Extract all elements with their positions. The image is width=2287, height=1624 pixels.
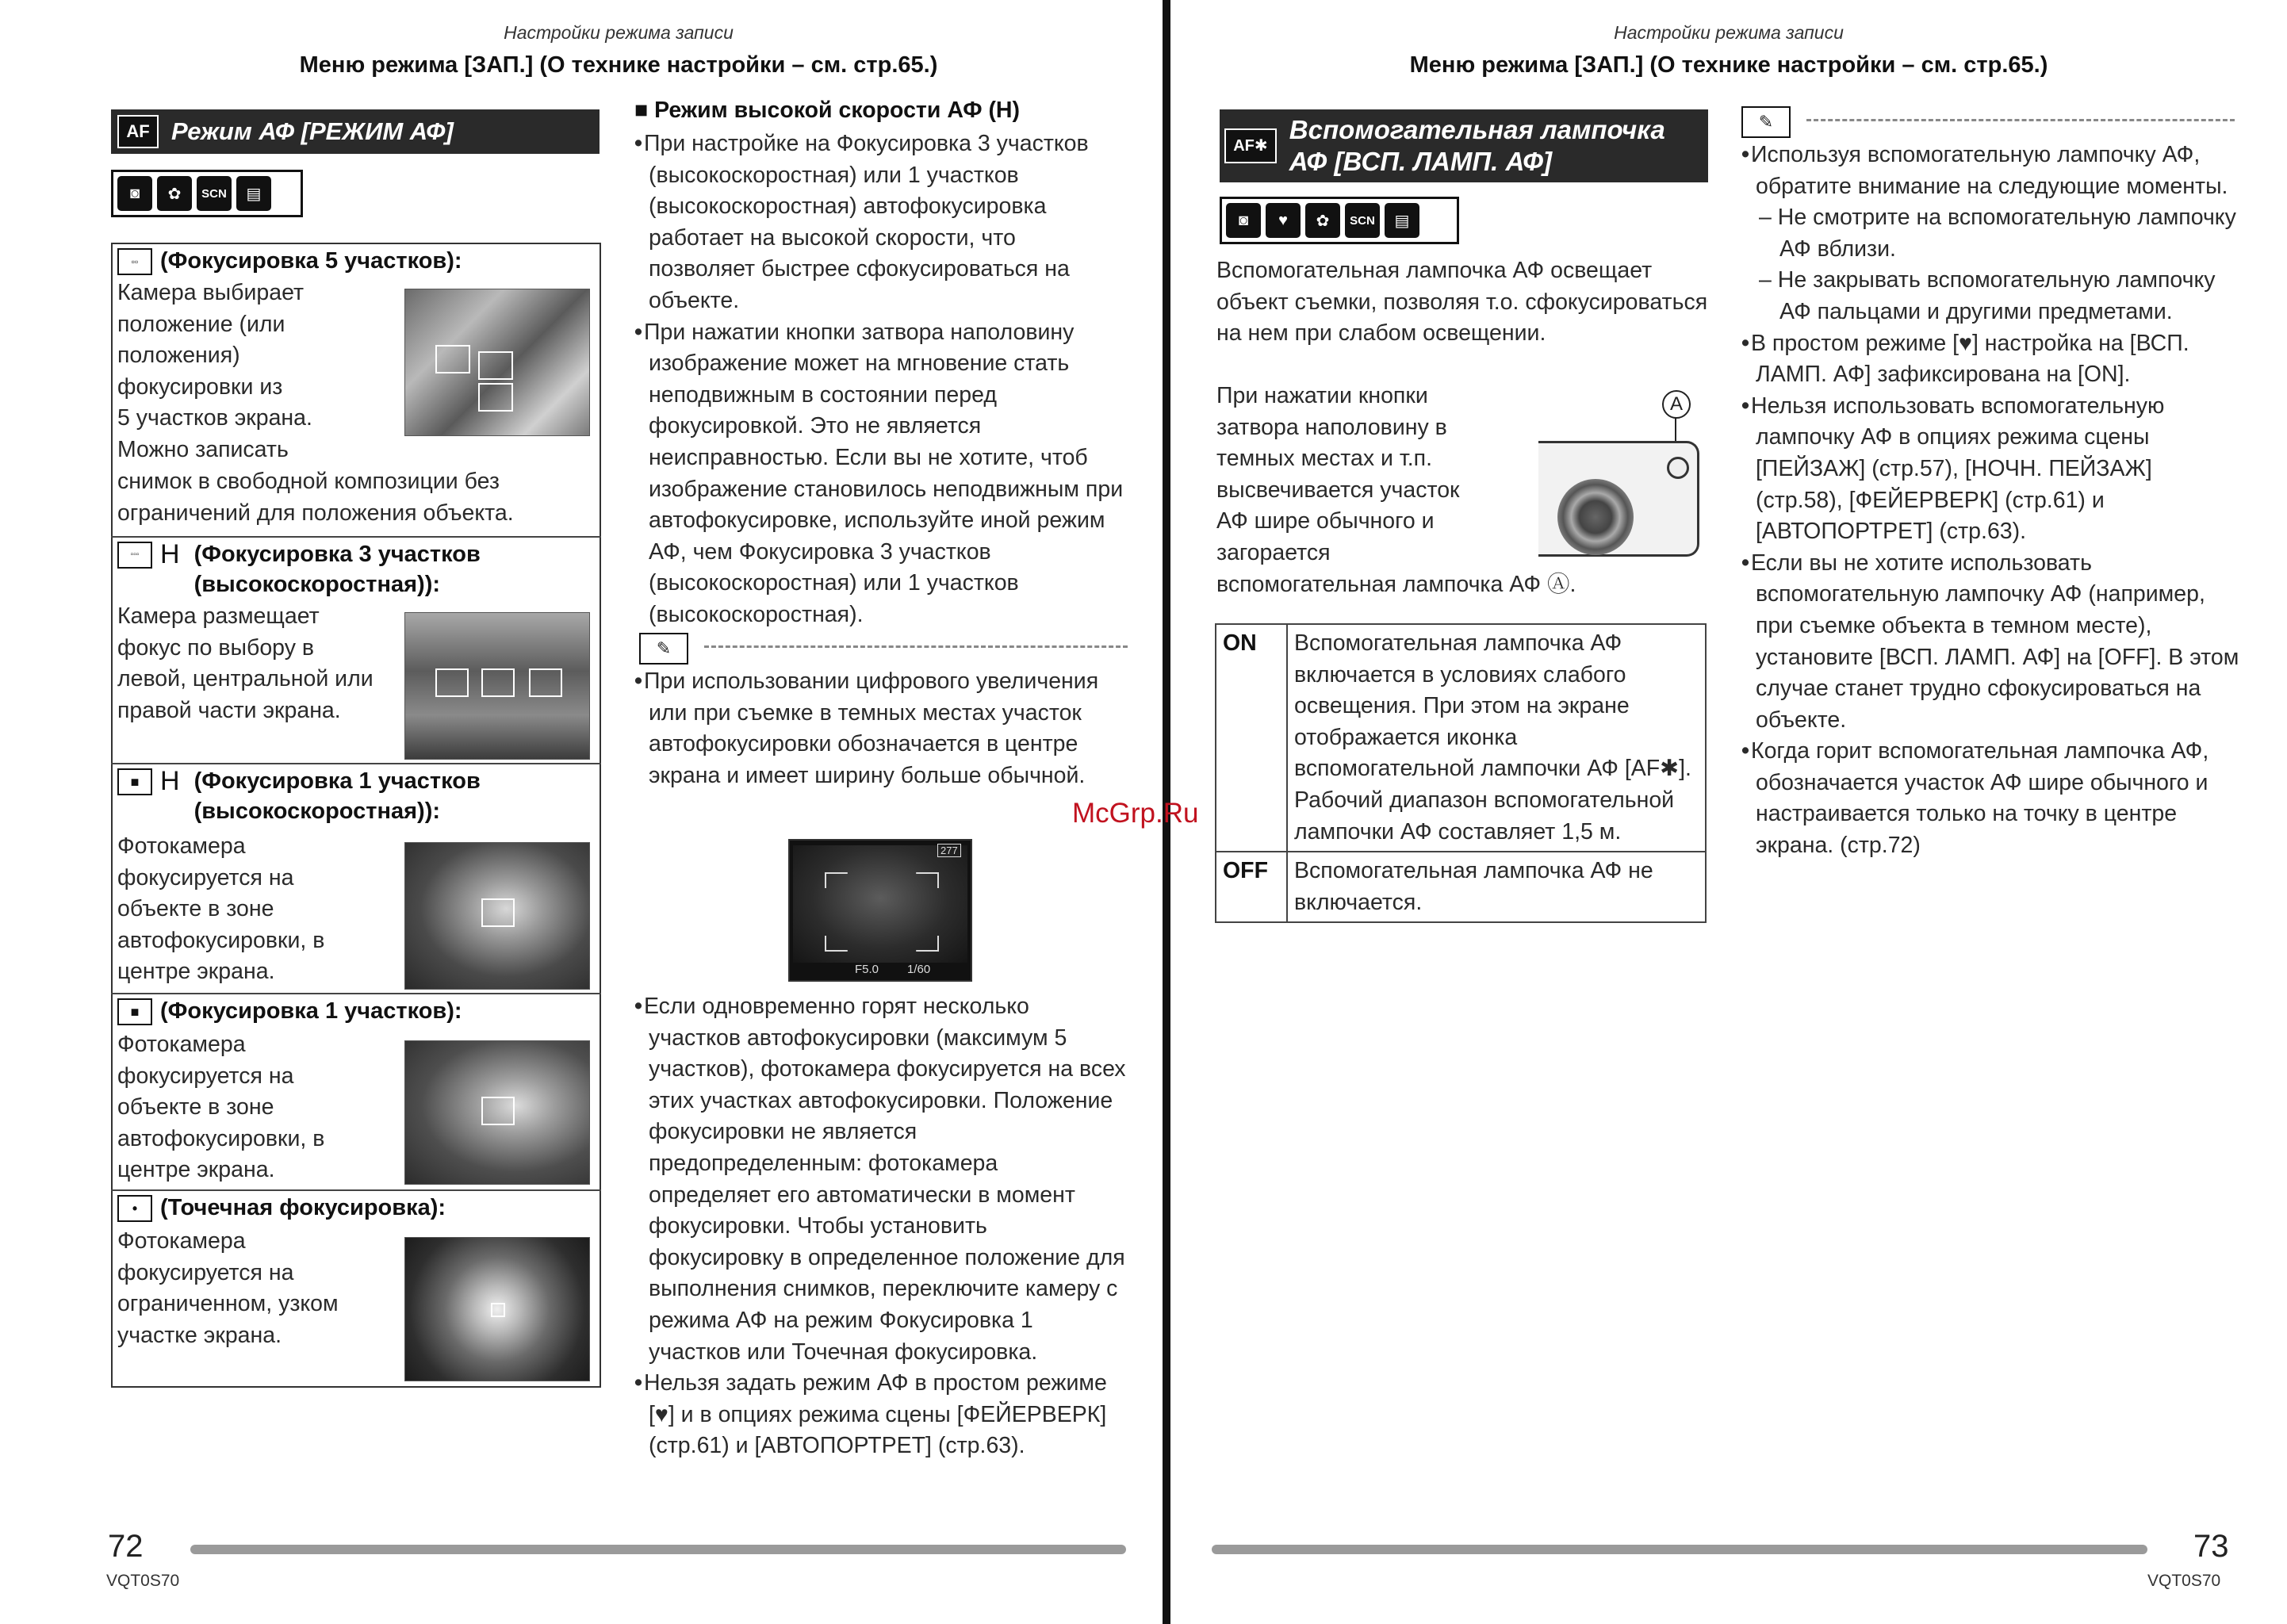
af-assist-settings-table [1215,623,1707,923]
af-assist-title: Вспомогательная лампочка АФ [ВСП. ЛАМП. АФ] [1289,115,1665,176]
row-divider [111,1189,601,1191]
left-header-small: Настройки режима записи [504,22,734,43]
left-header-title: Меню режима [ЗАП.] (О технике настройки – см. стр.65.) [299,52,938,78]
focus-5-title: ▫▫ (Фокусировка 5 участков): [117,246,593,276]
note-icon: ✎ [1741,106,1791,138]
note-bullets [634,666,1126,791]
macro-icon: ✿ [1305,203,1340,238]
camera-screen-illustration [788,839,972,982]
af-mode-icon: AF [117,115,159,148]
camera-icon: ◙ [1226,203,1261,238]
table-row [1216,852,1706,922]
af-frame [478,351,513,380]
focus-3-area-icon: ▫▫▫ [117,542,152,569]
movie-icon: ▤ [236,176,271,211]
focus-5-text: снимок в свободной композиции без ограничений для положения объекта. [117,469,514,526]
watermark: McGrp.Ru [1072,798,1199,829]
af-assist-notes [1741,140,2241,862]
high-speed-af-bullets [634,128,1126,631]
af-assist-available-modes [1220,197,1459,244]
focus-1-text: Фотокамера фокусируется на объекте в зоне автофокусировки, в центре экрана. [117,1032,325,1183]
af-mode-available-modes [111,170,303,217]
right-header-title: Меню режима [ЗАП.] (О технике настройки – см. стр.65.) [1409,52,2048,78]
high-speed-af-heading: ■ Режим высокой скорости АФ (H) [634,98,1021,123]
note-icon: ✎ [639,633,688,665]
bullet: • Если вы не хотите использовать вспомогательную лампочку АФ (например, при съемке объекта в темном месте), установите [ВСП. ЛАМП. АФ] на [OFF]. В этом случае станет трудно сфокусироваться на объекте. [1741,548,2241,737]
page-number-right: 73 [2193,1529,2229,1564]
focus-1-area-icon: ■ [117,768,152,795]
af-frame [481,898,515,927]
spot-focus-text: Фотокамера фокусируется на ограниченном, узком участке экрана. [117,1228,339,1348]
focus-1-high-text: Фотокамера фокусируется на объекте в зоне автофокусировки, в центре экрана. [117,833,325,985]
af-mode-title: Режим АФ [РЕЖИМ АФ] [171,117,454,145]
note-divider [704,645,1128,648]
camera-lens [1557,479,1634,555]
sub-bullet: – Не закрывать вспомогательную лампочку АФ пальцами и другими предметами. [1741,265,2241,327]
camera-icon: ◙ [117,176,152,211]
setting-value: Вспомогательная лампочка АФ не включается. [1287,852,1706,922]
right-header-small: Настройки режима записи [1614,22,1844,43]
af-assist-intro: Вспомогательная лампочка АФ освещает объект съемки, позволяя т.о. сфокусироваться на нем при слабом освещении. [1216,258,1708,347]
page-number-left: 72 [108,1529,144,1564]
model-code-right: VQT0S70 [2147,1572,2221,1590]
focus-row-spot: • (Точечная фокусировка): [117,1193,593,1223]
focus-1-high-example-photo [404,842,590,990]
af-assist-intro-3: вспомогательная лампочка АФ Ⓐ. [1216,572,1576,597]
bullet: • В простом режиме [♥] настройка на [ВСП. ЛАМП. АФ] зафиксирована на [ON]. [1741,328,2241,391]
focus-row-3-area: ▫▫▫ H (Фокусировка 3 участков (высокоскоростная)): [117,539,593,599]
heart-icon: ♥ [1266,203,1301,238]
scn-icon: SCN [197,176,232,211]
spot-frame [491,1303,505,1317]
camera-front-illustration [1535,390,1702,561]
bullets-2 [634,991,1126,1462]
bullet: • При использовании цифрового увеличения или при съемке в темных местах участок автофокусировки обозначается в центре экрана и имеет ширину больше обычной. [634,666,1126,791]
sub-bullet: – Не смотрите на вспомогательную лампочку АФ вблизи. [1741,202,2241,265]
af-mode-title-bar [111,109,600,154]
aperture-value: F5.0 [855,963,879,976]
bullet: • Если одновременно горят несколько участков автофокусировки (максимум 5 участков), фотокамера фокусируется на всех этих участках автофокусировки. Положение фокусировки не является предопределенным: фотокамера определяет его автоматически в момент фокусировки. Чтобы установить фокусировку в определенное положение для выполнения снимков, переключите камеру с режима АФ на режим Фокусировка 1 участков или Точечная фокусировка. [634,991,1126,1368]
focus-row-1-area: ■ (Фокусировка 1 участков): [117,996,593,1026]
af-frame [481,1097,515,1125]
af-frame [435,668,469,697]
focus-5-text-short: Камера выбирает положение (или положения) фокусировки из 5 участков экрана. Можно записать [117,280,312,462]
spot-focus-example-photo [404,1237,590,1381]
bullet: • Используя вспомогательную лампочку АФ, обратите внимание на следующие моменты. [1741,140,2241,202]
focus-1-example-photo [404,1040,590,1185]
movie-icon: ▤ [1385,203,1419,238]
spot-focus-icon: • [117,1195,152,1222]
focus-row-5-area [117,246,593,276]
bullet: • При нажатии кнопки затвора наполовину изображение может на мгновение стать неподвижным в состоянии перед фокусировкой. Это не является неисправностью. Если вы не хотите, чтоб изображение становилось неподвижным при автофокусировке, используйте иной режим АФ, чем Фокусировка 3 участков (высокоскоростная) или 1 участков (высокоскоростная). [634,317,1126,631]
setting-key: ON [1216,624,1287,852]
model-code-left: VQT0S70 [106,1572,180,1590]
macro-icon: ✿ [157,176,192,211]
af-assist-title-bar [1220,109,1708,182]
af-assist-intro-2: При нажатии кнопки затвора наполовину в темных местах и т.п. высвечивается участок АФ шире обычного и загорается [1216,383,1460,565]
bullet: • Когда горит вспомогательная лампочка АФ, обозначается участок АФ шире обычного и настраивается только на точку в центре экрана. (стр.72) [1741,736,2241,861]
note-divider [1806,119,2235,121]
af-frame [481,668,515,697]
af-frame [435,345,470,373]
focus-1-area-icon: ■ [117,998,152,1025]
scn-icon: SCN [1345,203,1380,238]
footer-bar-left [190,1545,1126,1554]
af-wide-frame [825,872,939,952]
focus-3-text: Камера размещает фокус по выбору в левой, центральной или правой части экрана. [117,603,374,723]
setting-key: OFF [1216,852,1287,922]
row-divider [111,993,601,994]
af-assist-lamp [1667,457,1689,479]
row-divider [111,536,601,538]
high-speed-h-icon: H [160,766,180,796]
footer-bar-right [1212,1545,2147,1554]
marker-a: A [1662,390,1691,419]
af-frame [529,668,562,697]
bullet: • При настройке на Фокусировка 3 участков (высокоскоростная) или 1 участков (высокоскоростная) автофокусировка работает на высокой скорости, что позволяет быстрее сфокусироваться на объекте. [634,128,1126,317]
af-frame [478,383,513,412]
row-divider [111,763,601,764]
bullet: • Нельзя использовать вспомогательную лампочку АФ в опциях режима сцены [ПЕЙЗАЖ] (стр.57), [НОЧН. ПЕЙЗАЖ] (стр.58), [ФЕЙЕРВЕРК] (стр.61) и [АВТОПОРТРЕТ] (стр.63). [1741,391,2241,548]
table-row [1216,624,1706,852]
focus-5-area-icon: ▫▫ [117,248,152,275]
high-speed-h-icon: H [160,539,180,569]
setting-value: Вспомогательная лампочка АФ включается в условиях слабого освещения. При этом на экране отображается иконка вспомогательной лампочки АФ [AF✱]. Рабочий диапазон вспомогательной лампочки АФ составляет 1,5 м. [1287,624,1706,852]
focus-5-example-photo [404,289,590,436]
focus-3-example-photo [404,612,590,760]
shot-count: 277 [937,844,961,857]
af-assist-lamp-icon: AF✱ [1224,128,1277,163]
shutter-value: 1/60 [907,963,931,976]
focus-row-1-high: ■ H (Фокусировка 1 участков (высокоскоростная)): [117,766,593,826]
bullet: • Нельзя задать режим АФ в простом режиме [♥] и в опциях режима сцены [ФЕЙЕРВЕРК] (стр.61) и [АВТОПОРТРЕТ] (стр.63). [634,1368,1126,1462]
